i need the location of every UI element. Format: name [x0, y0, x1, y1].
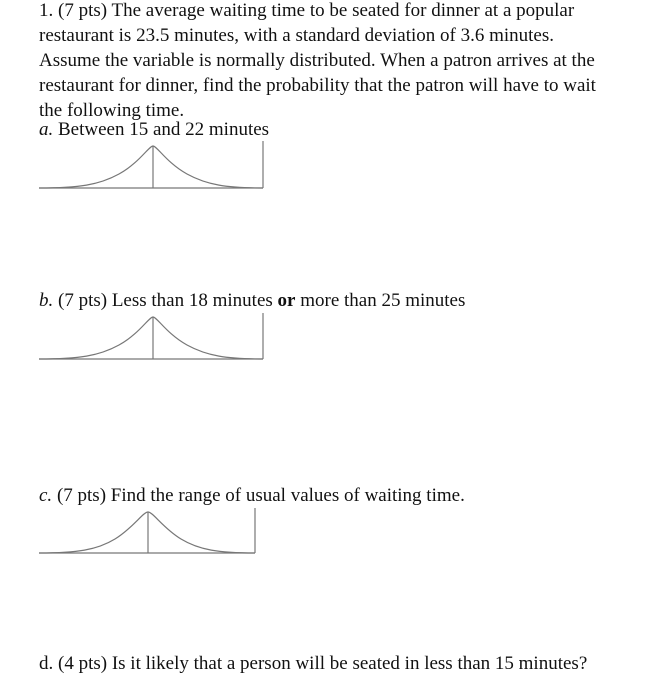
part-c-points: (7 pts)	[56, 485, 107, 506]
question-text	[39, 0, 649, 123]
part-a-text: Between 15 and 22 minutes	[58, 119, 270, 140]
question-points: (7 pts)	[58, 0, 108, 21]
normal-curve-a-bell	[39, 146, 263, 188]
question-line-5: the following time.	[39, 100, 185, 121]
part-b-text-before: Less than 18 minutes	[111, 290, 273, 311]
normal-curve-a	[39, 141, 265, 191]
part-c-letter: c.	[39, 485, 53, 506]
part-d-text: Is it likely that a person will be seated in less than 15 minutes?	[111, 653, 588, 674]
part-b-label	[39, 288, 465, 313]
normal-curve-b	[39, 313, 265, 363]
normal-curve-c-bell	[39, 512, 255, 553]
part-b-bold-or: or	[277, 290, 296, 311]
part-d-letter: d.	[39, 653, 54, 674]
part-d-label	[39, 651, 587, 676]
question-line-4: restaurant for dinner, find the probability that the patron will have to wait	[39, 75, 596, 96]
part-b-letter: b.	[39, 290, 54, 311]
part-a-label	[39, 117, 269, 142]
part-d-points: (4 pts)	[58, 653, 108, 674]
normal-curve-c	[39, 508, 257, 556]
normal-curve-b-bell	[39, 317, 263, 359]
part-a-letter: a.	[39, 119, 54, 140]
question-line-1-text: The average waiting time to be seated for dinner at a popular	[111, 0, 575, 21]
part-b-text-after: more than 25 minutes	[300, 290, 466, 311]
question-line-1	[39, 0, 649, 23]
part-b-points: (7 pts)	[58, 290, 108, 311]
part-c-text: Find the range of usual values of waiting time.	[110, 485, 465, 506]
question-line-2: restaurant is 23.5 minutes, with a standard deviation of 3.6 minutes.	[39, 25, 555, 46]
question-number: 1.	[39, 0, 54, 21]
part-c-label	[39, 483, 465, 508]
question-line-3: Assume the variable is normally distributed. When a patron arrives at the	[39, 50, 595, 71]
